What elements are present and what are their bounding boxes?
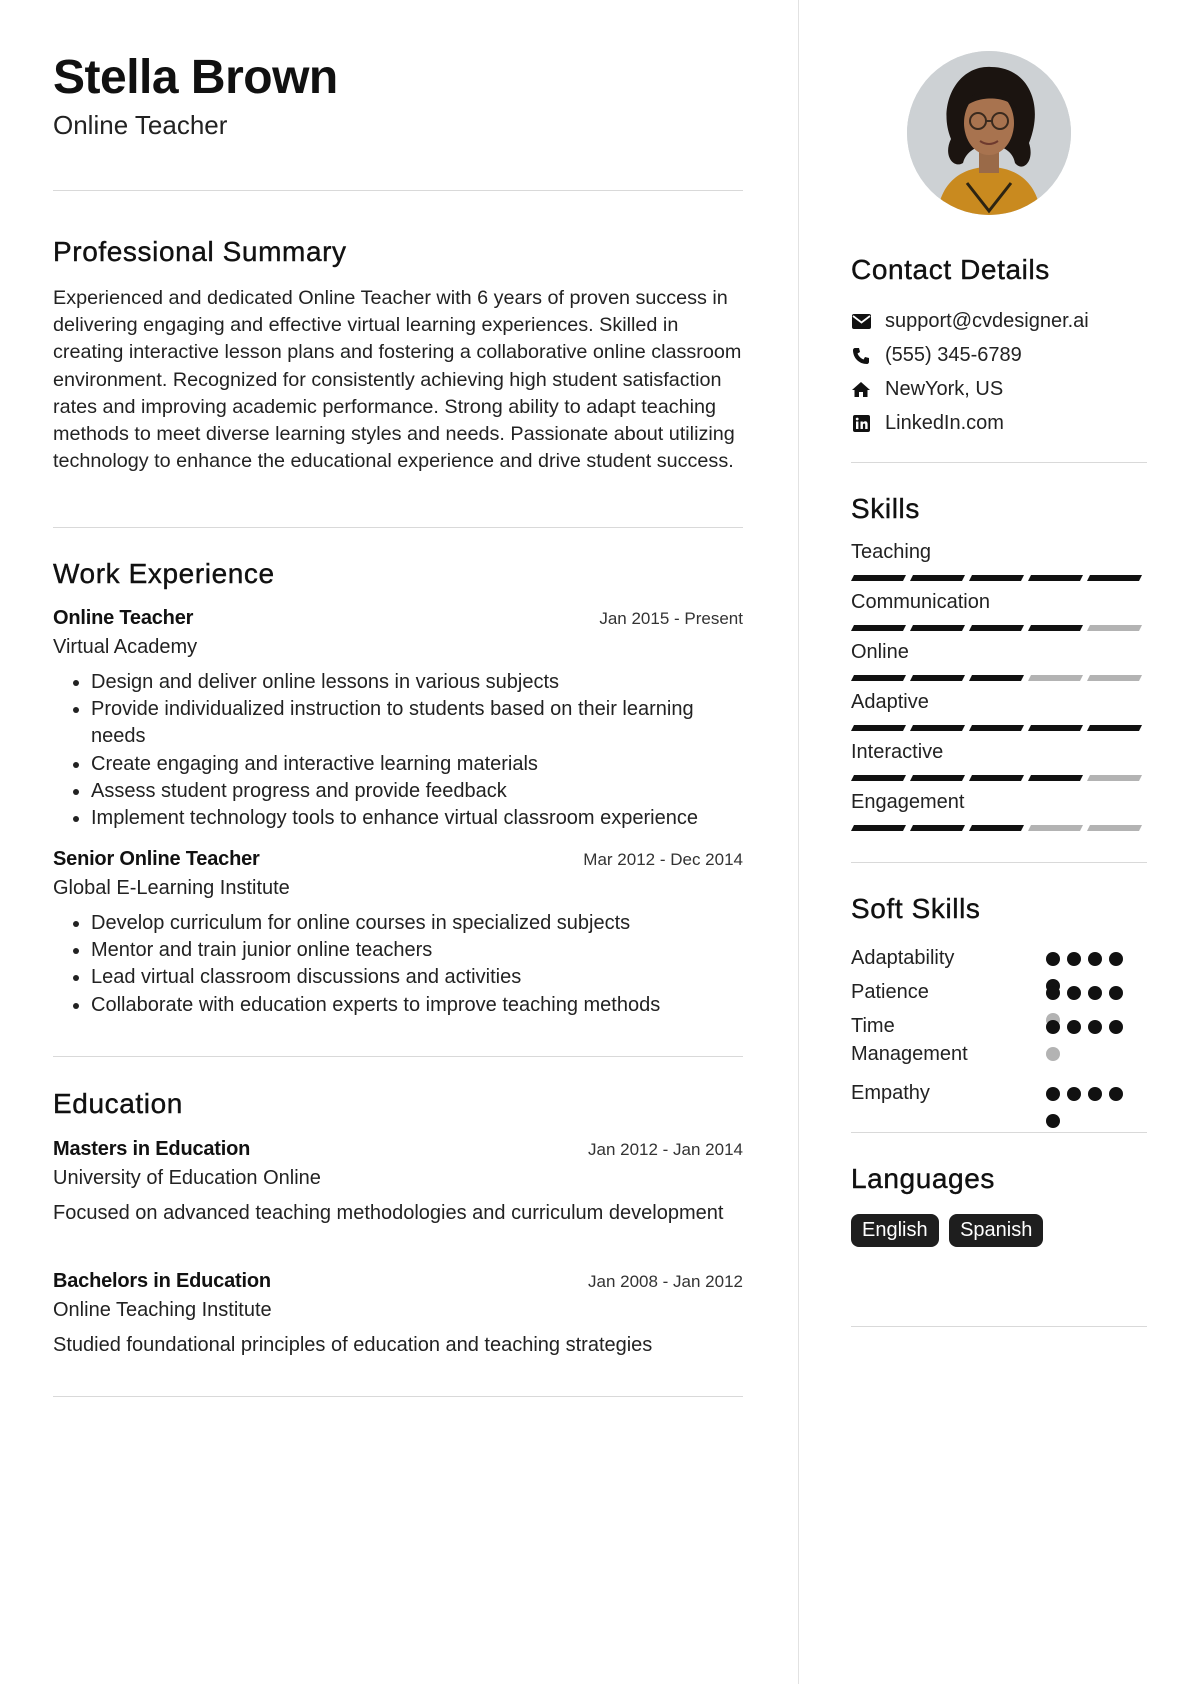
skill-label: Interactive: [851, 741, 944, 763]
skill-level-bar: [851, 725, 1147, 733]
skills-heading: Skills: [851, 493, 920, 524]
skill-level-bar: [851, 675, 1147, 683]
education-heading: Education: [53, 1088, 183, 1119]
job-organization: Global E-Learning Institute: [53, 877, 290, 899]
contact-heading: Contact Details: [851, 254, 1050, 285]
job-entry: [53, 607, 743, 832]
skill-segment-filled: [851, 825, 906, 831]
contact-linkedin-text: LinkedIn.com: [885, 412, 1004, 434]
language-badge: English: [851, 1214, 939, 1247]
rating-dot-filled: [1088, 986, 1102, 1000]
job-bullets: [53, 910, 743, 1019]
skill-label: Communication: [851, 591, 990, 613]
skill-level-bar: [851, 575, 1147, 583]
rating-dot-filled: [1088, 1087, 1102, 1101]
summary-text: Experienced and dedicated Online Teacher with 6 years of proven success in delivering engaging and effective virtual learning experiences. Skilled in creating interactive lesson plans and fostering a collaborative online classroom environment. Recognized for consistently achieving high student satisfaction rates and improving academic performance. Strong ability to adapt teaching methods to meet diverse learning styles and needs. Passionate about utilizing technology to enhance the educational experience and drive student success.: [53, 287, 742, 473]
contact-email-text: support@cvdesigner.ai: [885, 310, 1089, 332]
language-badge: Spanish: [949, 1214, 1043, 1247]
contact-location: [851, 378, 1003, 401]
skill-segment-filled: [1087, 575, 1142, 581]
skill-level-bar: [851, 625, 1147, 633]
skill-label: Online: [851, 641, 909, 663]
envelope-icon: [851, 312, 871, 332]
skill-segment-filled: [1028, 575, 1083, 581]
skill-level-bar: [851, 825, 1147, 833]
education-entry: [53, 1138, 743, 1227]
rating-dot-filled: [1067, 1020, 1081, 1034]
skill-segment-filled: [851, 575, 906, 581]
rating-dot-filled: [1046, 952, 1060, 966]
school-name: University of Education Online: [53, 1167, 321, 1189]
languages-list: [851, 1214, 1049, 1247]
linkedin-icon: [851, 414, 871, 434]
skill-segment-filled: [851, 675, 906, 681]
skill-segment-empty: [1087, 825, 1142, 831]
skill-segment-filled: [910, 775, 965, 781]
skill-segment-empty: [1087, 675, 1142, 681]
contact-location-text: NewYork, US: [885, 378, 1004, 400]
soft-skill-label: Empathy: [851, 1082, 930, 1104]
skill-segment-filled: [851, 625, 906, 631]
skill-segment-filled: [851, 725, 906, 731]
skill-segment-filled: [910, 825, 965, 831]
skill-segment-filled: [1028, 775, 1083, 781]
skill-segment-filled: [969, 675, 1024, 681]
education-description: Studied foundational principles of education and teaching strategies: [53, 1334, 653, 1356]
skill-label: Adaptive: [851, 691, 929, 713]
school-name: Online Teaching Institute: [53, 1299, 272, 1321]
rating-dot-filled: [1109, 986, 1123, 1000]
rating-dot-filled: [1109, 952, 1123, 966]
rating-dot-filled: [1046, 1114, 1060, 1128]
summary-heading: Professional Summary: [53, 236, 347, 267]
skill-segment-empty: [1028, 825, 1083, 831]
rating-dot-filled: [1046, 986, 1060, 1000]
list-item: • Implement technology tools to enhance virtual classroom experience: [91, 805, 743, 832]
skill-segment-filled: [969, 625, 1024, 631]
job-date: Mar 2012 - Dec 2014: [583, 850, 743, 869]
phone-icon: [851, 346, 871, 366]
list-item: • Design and deliver online lessons in various subjects: [91, 669, 743, 696]
rating-dot-empty: [1046, 1047, 1060, 1061]
soft-skill-label: Time Management: [851, 1015, 968, 1065]
list-item: • Develop curriculum for online courses in specialized subjects: [91, 910, 743, 937]
education-description: Focused on advanced teaching methodologies and curriculum development: [53, 1202, 724, 1224]
job-bullets: [53, 669, 743, 832]
education-entry: [53, 1270, 743, 1359]
divider: [53, 527, 743, 528]
skill-segment-filled: [969, 825, 1024, 831]
contact-phone[interactable]: [851, 344, 1022, 367]
list-item: • Assess student progress and provide feedback: [91, 778, 743, 805]
divider: [851, 1326, 1147, 1327]
skill-segment-filled: [1087, 725, 1142, 731]
degree-title: Bachelors in Education: [53, 1270, 271, 1292]
skill-segment-filled: [969, 775, 1024, 781]
job-title: Senior Online Teacher: [53, 848, 260, 870]
skill-level-bar: [851, 775, 1147, 783]
list-item: • Collaborate with education experts to improve teaching methods: [91, 992, 743, 1019]
candidate-name: Stella Brown: [53, 51, 338, 104]
contact-linkedin[interactable]: [851, 412, 1004, 435]
rating-dot-filled: [1046, 1087, 1060, 1101]
skill-segment-empty: [1087, 775, 1142, 781]
profile-photo: [907, 51, 1071, 215]
rating-dot-filled: [1109, 1087, 1123, 1101]
divider: [53, 1396, 743, 1397]
education-date: Jan 2012 - Jan 2014: [587, 1140, 743, 1159]
divider: [851, 862, 1147, 863]
soft-skill-label: Patience: [851, 981, 929, 1003]
skill-segment-filled: [910, 575, 965, 581]
job-organization: Virtual Academy: [53, 636, 198, 658]
skill-segment-empty: [1087, 625, 1142, 631]
job-entry: [53, 848, 743, 1019]
rating-dot-filled: [1109, 1020, 1123, 1034]
rating-dot-filled: [1088, 952, 1102, 966]
candidate-role: Online Teacher: [53, 110, 228, 140]
soft-skill-label: Adaptability: [851, 947, 955, 969]
skill-segment-filled: [969, 725, 1024, 731]
rating-dot-filled: [1067, 986, 1081, 1000]
divider: [851, 1132, 1147, 1133]
education-date: Jan 2008 - Jan 2012: [587, 1272, 743, 1291]
degree-title: Masters in Education: [53, 1138, 251, 1160]
list-item: • Create engaging and interactive learning materials: [91, 751, 743, 778]
contact-email[interactable]: [851, 310, 1089, 333]
job-date: Jan 2015 - Present: [599, 609, 743, 628]
list-item: • Mentor and train junior online teachers: [91, 937, 743, 964]
skill-label: Teaching: [851, 541, 932, 563]
list-item: • Lead virtual classroom discussions and activities: [91, 964, 743, 991]
skill-segment-filled: [1028, 625, 1083, 631]
divider: [851, 462, 1147, 463]
rating-dot-filled: [1088, 1020, 1102, 1034]
skill-segment-filled: [910, 725, 965, 731]
skill-segment-filled: [969, 575, 1024, 581]
skill-label: Engagement: [851, 791, 965, 813]
rating-dot-filled: [1067, 952, 1081, 966]
avatar: [907, 51, 1071, 215]
divider: [53, 1056, 743, 1057]
skill-segment-filled: [1028, 725, 1083, 731]
rating-dot-filled: [1046, 1020, 1060, 1034]
work-heading: Work Experience: [53, 558, 275, 589]
rating-dot-filled: [1067, 1087, 1081, 1101]
home-icon: [851, 380, 871, 400]
skill-segment-filled: [910, 675, 965, 681]
skill-segment-filled: [910, 625, 965, 631]
column-divider: [798, 0, 799, 1684]
list-item: • Provide individualized instruction to students based on their learning needs: [91, 696, 743, 750]
languages-heading: Languages: [851, 1163, 995, 1194]
contact-phone-text: (555) 345-6789: [885, 344, 1022, 366]
skill-segment-empty: [1028, 675, 1083, 681]
soft-skills-heading: Soft Skills: [851, 893, 981, 924]
skill-segment-filled: [851, 775, 906, 781]
divider: [53, 190, 743, 191]
job-title: Online Teacher: [53, 607, 194, 629]
